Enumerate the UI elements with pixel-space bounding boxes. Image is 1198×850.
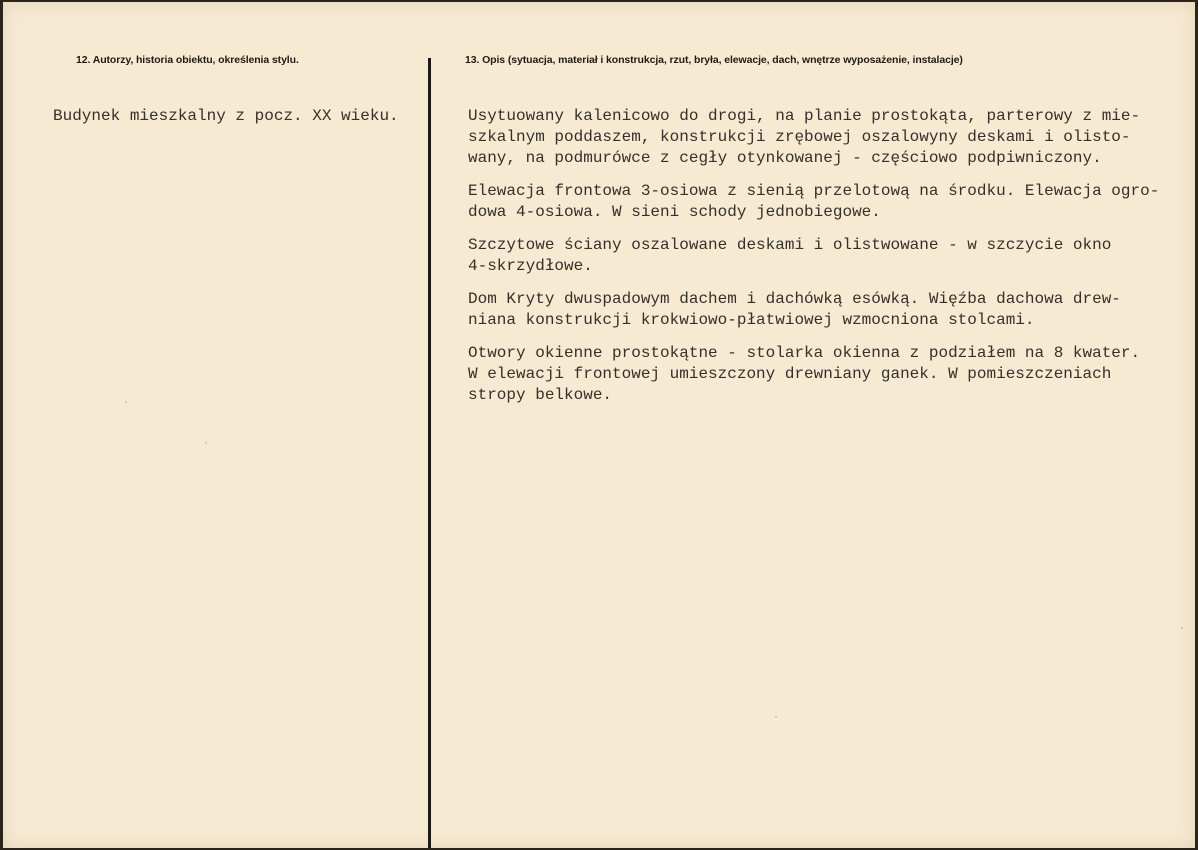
form-sheet: [3, 2, 1195, 848]
text-line: Elewacja frontowa 3-osiowa z sienią przelotową na środku. Elewacja ogro-: [468, 182, 1160, 200]
section-13-header: 13. Opis (sytuacja, materiał i konstrukcja, rzut, bryła, elewacje, dach, wnętrze wyposażenie, instalacje): [465, 54, 963, 66]
section-12-text: Budynek mieszkalny z pocz. XX wieku.: [53, 107, 399, 125]
text-line: szkalnym poddaszem, konstrukcji zrębowej oszalowyny deskami i olisto-: [468, 128, 1131, 146]
paper-speck: [1181, 627, 1183, 629]
paragraph-3: [468, 235, 1168, 277]
text-line: Otwory okienne prostokątne - stolarka okienna z podziałem na 8 kwater.: [468, 344, 1141, 362]
text-line: Usytuowany kalenicowo do drogi, na planie prostokąta, parterowy z mie-: [468, 107, 1141, 125]
text-line: dowa 4-osiowa. W sieni schody jednobiegowe.: [468, 203, 881, 221]
text-line: stropy belkowe.: [468, 386, 613, 404]
text-line: wany, na podmurówce z cegły otynkowanej - częściowo podpiwniczony.: [468, 149, 1102, 167]
column-divider: [428, 58, 431, 848]
paragraph-2: [468, 181, 1168, 223]
paragraph-5: [468, 343, 1168, 406]
text-line: 4-skrzydłowe.: [468, 257, 593, 275]
text-line: niana konstrukcji krokwiowo-płatwiowej wzmocniona stolcami.: [468, 311, 1035, 329]
section-13-body: [468, 106, 1168, 418]
paper-speck: [775, 716, 777, 718]
paragraph-1: [468, 106, 1168, 169]
text-line: Dom Kryty dwuspadowym dachem i dachówką esówką. Więźba dachowa drew-: [468, 290, 1121, 308]
section-12-header: 12. Autorzy, historia obiektu, określenia stylu.: [76, 54, 299, 66]
text-line: Szczytowe ściany oszalowane deskami i olistwowane - w szczycie okno: [468, 236, 1112, 254]
paper-speck: [125, 401, 127, 403]
text-line: W elewacji frontowej umieszczony drewniany ganek. W pomieszczeniach: [468, 365, 1112, 383]
paper-speck: [205, 442, 207, 444]
paragraph-4: [468, 289, 1168, 331]
